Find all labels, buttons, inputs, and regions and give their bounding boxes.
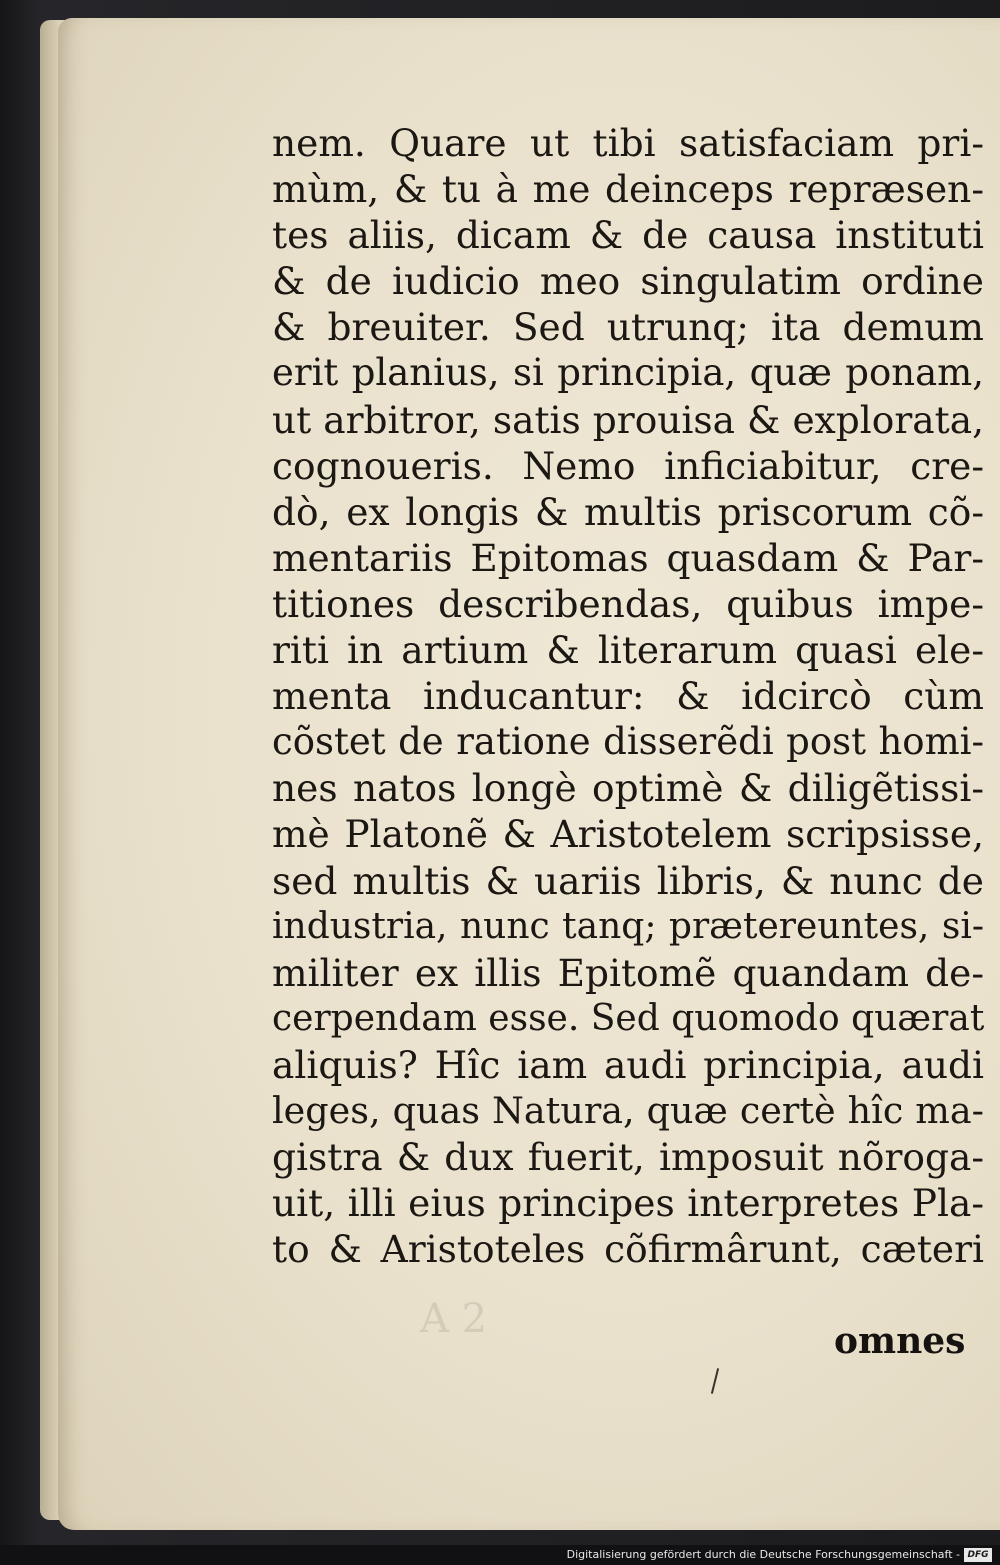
text-line: gistra & dux fuerit, imposuit nõroga- [272,1135,984,1180]
text-line: uit, illi eius principes interpretes Pla- [272,1181,984,1226]
text-line: cerpendam esse. Sed quomodo quærat [272,997,984,1039]
text-line: & breuiter. Sed utrunq; ita demum [272,305,984,350]
catchword: omnes [834,1320,966,1362]
text-line: titiones describendas, quibus impe- [272,581,984,626]
text-line: nem. Quare ut tibi satisfaciam pri- [272,121,984,165]
text-line: mè Platonẽ & Aristotelem scripsisse, [272,812,984,857]
page-text-block [272,120,984,1272]
dfg-logo-icon: DFG [964,1548,992,1562]
text-line: aliquis? Hîc iam audi principia, audi [272,1042,984,1087]
bleed-through-signature: A 2 [420,1296,488,1342]
text-line: cõstet de ratione disserẽdi post homi- [272,720,984,764]
funding-credit: Digitalisierung gefördert durch die Deutsche Forschungsgemeinschaft - [566,1548,960,1561]
text-line: leges, quas Natura, quæ certè hîc ma- [272,1088,984,1132]
text-line: dò, ex longis & multis priscorum cõ- [272,489,984,534]
footer-bar [0,1545,1000,1565]
text-line: tes aliis, dicam & de causa instituti [272,213,984,258]
text-line: industria, nunc tanq; prætereuntes, si- [272,905,984,947]
text-line: sed multis & uariis libris, & nunc de [272,858,984,903]
text-line: to & Aristoteles cõfirmârunt, cæteri [272,1227,984,1272]
text-line: riti in artium & literarum quasi ele- [272,628,984,673]
text-line: mùm, & tu à me deinceps repræsen- [272,167,984,212]
text-line: nes natos longè optimè & diligẽtissi- [272,766,984,811]
text-line: mentariis Epitomas quasdam & Par- [272,535,984,580]
text-line: erit planius, si principia, quæ ponam, [272,351,984,395]
text-line: ut arbitror, satis prouisa & explorata, [272,397,984,442]
text-line: & de iudicio meo singulatim ordine [272,259,984,304]
text-line: militer ex illis Epitomẽ quandam de- [272,950,984,995]
text-line: cognoueris. Nemo inficiabitur, cre- [272,443,984,488]
text-line: menta inducantur: & idcircò cùm [272,674,984,719]
